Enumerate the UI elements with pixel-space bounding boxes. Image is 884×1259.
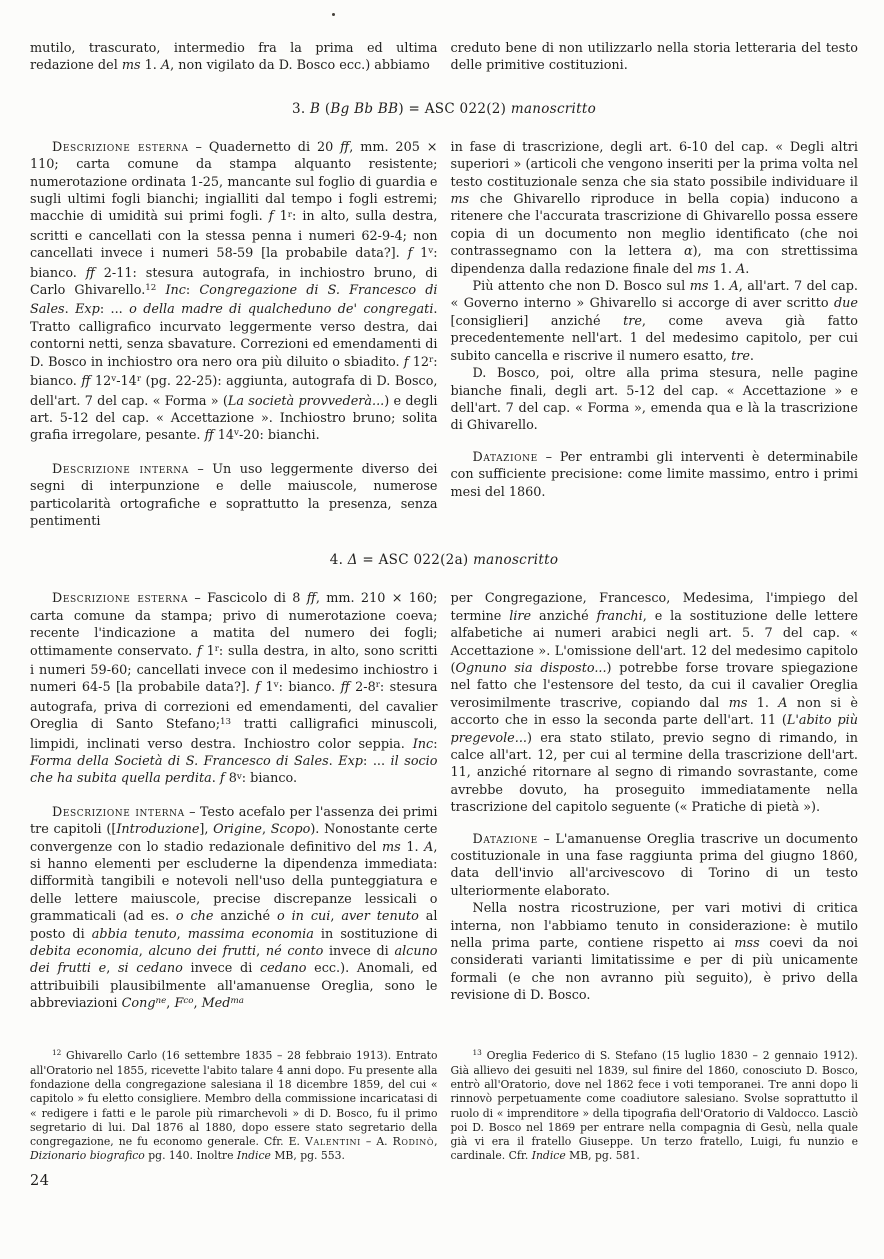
section-4-datazione: Datazione – L'amanuense Oreglia trascrive un documento costituzionale in una fase raggiunta prima del giugno 1860, data dell'invio all'arcivescovo di Torino di un testo ulteriormente elaborato. — [450, 831, 858, 899]
section-4-left-column — [30, 590, 438, 1014]
section-4-body — [30, 590, 858, 1014]
intro-continuation — [30, 40, 858, 75]
section-3-right-paragraph-1: in fase di trascrizione, degli art. 6-10 del cap. « Degli altri superiori » (articoli che vengono inseriti per la prima volta nel testo costituzionale senza che sia stato possibile individuare il ms che Ghivarello riproduce in bella copia) inducono a ritenere che l'accurata trascrizione di Ghivarello possa essere copia di un documento non meglio identificato (che noi contrassegnamo con la lettera α), ma con strettissima dipendenza dalla redazione finale del ms 1. A. — [450, 139, 858, 277]
footnote-13: $^{13}$ Oreglia Federico di S. Stefano (15 luglio 1830 – 2 gennaio 1912). Già allievo dei gesuiti nel 1839, sul finire del 1860, conosciuto D. Bosco, entrò all'Oratorio, dove nel 1862 fece i voti temporanei. Tre anni dopo li rinnovò perpetuamente come coadiutore salesiano. Svolse soprattutto il ruolo di « imprenditore » della tipografia dell'Oratorio di Valdocco. Lasciò poi D. Bosco nel 1869 per entrare nella compagnia di Gesù, nella quale già vi era il fratello Giuseppe. Un terzo fratello, Luigi, fu nunzio e cardinale. Cfr. Indice MB, pg. 581. — [450, 1048, 858, 1163]
section-3-right-column — [451, 139, 859, 531]
section-4-descrizione-interna: Descrizione interna – Testo acefalo per l'assenza dei primi tre capitoli ([Introduzione], Origine, Scopo). Nonostante certe convergenze con lo stadio redazionale definitivo del ms 1. A, si hanno elementi per escluderne la dipendenza immediata: difformità tangibili e notevoli nell'uso della punteggiatura e delle lettere maiuscole, precise discrepanze lessicali o grammaticali (ad es. o che anziché o in cui, aver tenuto al posto di abbia tenuto, massima economia in sostituzione di debita economia, alcuno dei frutti, né conto invece di alcuno dei frutti e, si cedano invece di cedano ecc.). Anomali, ed attribuibili plausibilmente all'amanuense Oreglia, sono le abbreviazioni Cong$^{ne}$, $F^{co}$, Med$^{ma}$ — [30, 804, 438, 1012]
section-4-right-paragraph-3: Nella nostra ricostruzione, per vari motivi di critica interna, non l'abbiamo tenuto in considerazione: è mutilo nella prima parte, contiene rispetto ai mss coevi da noi considerati varianti limitatissime e per di più unicamente formali (e che non avranno più seguito), è privo della revisione di D. Bosco. — [450, 901, 858, 1004]
section-4-heading: 4. Δ = ASC 022(2a) manoscritto — [329, 552, 559, 569]
section-3-right-paragraph-3: D. Bosco, poi, oltre alla prima stesura, nelle pagine bianche finali, degli art. 5-12 del cap. « Accettazione » e dell'art. 7 del cap. « Forma », emenda qua e là la trascrizione di Ghivarello. — [450, 366, 858, 434]
section-3-right-paragraph-2: Più attento che non D. Bosco sul ms 1. A, all'art. 7 del cap. « Governo interno » Ghivarello si accorge di aver scritto due [consiglieri] anziché tre, come aveva già fatto precedentemente nell'art. 1 del medesimo capitolo, per cui subito cancella e riscrive il numero esatto, tre. — [450, 279, 858, 364]
section-4-descrizione-esterna: Descrizione esterna – Fascicolo di 8 ff, mm. 210 × 160; carta comune da stampa; privo di numerotazione coeva; recente l'indicazione a matita del numero dei fogli; ottimamente conservato. f 1$^r$: sulla destra, in alto, sono scritti i numeri 59-60; cancellati invece con il medesimo inchiostro i numeri 64-5 [la probabile data?]. f 1$^v$: bianco. ff 2-8$^r$: stesura autografa, priva di correzioni ed emendamenti, del cavalier Oreglia di Santo Stefano;$^{13}$ tratti calligrafici minuscoli, limpidi, inclinati verso destra. Inchiostro color seppia. Inc: Forma della Società di S. Francesco di Sales. Exp: ... il socio che ha subita quella perdita. f 8$^v$: bianco. — [30, 591, 438, 787]
section-3-descrizione-esterna: Descrizione esterna – Quadernetto di 20 ff, mm. 205 × 110; carta comune da stampa alquanto resistente; numerotazione ordinata 1-25, mancante sul foglio di guardia e sugli ultimi fogli bianchi; ingialliti dal tempo i fogli estremi; macchie di umidità sui primi fogli. f 1$^r$: in alto, sulla destra, scritti e cancellati con la stessa penna i numeri 62-9-4; non cancellati invece i numeri 58-59 [la probabile data?]. f 1$^v$: bianco. ff 2-11: stesura autografa, in inchiostro bruno, di Carlo Ghivarello.$^{12}$ Inc: Congregazione di S. Francesco di Sales. Exp: ... o della madre di qualcheduno de' congregati. Tratto calligrafico incurvato leggermente verso destra, dai contorni netti, senza sbavature. Correzioni ed emendamenti di D. Bosco in inchiostro ora nero ora più diluito o sbiadito. f 12$^r$: bianco. ff 12$^v$-14$^r$ (pg. 22-25): aggiunta, autografa di D. Bosco, dell'art. 7 del cap. « Forma » (La società provvederà...) e degli art. 5-12 del cap. « Accettazione ». Inchiostro bruno; solita grafia irregolare, pesante. ff 14$^v$-20: bianchi. — [30, 139, 438, 444]
section-3-left-column — [30, 139, 438, 531]
section-4-right-paragraph-1: per Congregazione, Francesco, Medesima, l'impiego del termine lire anziché franchi, e la sostituzione delle lettere alfabetiche ai numeri arabici negli art. 5. 7 del cap. « Accettazione ». L'omissione dell'art. 12 del medesimo capitolo (Ognuno sia disposto...) potrebbe forse trovare spiegazione nel fatto che l'estensore del testo, da cui il cavalier Oreglia verosimilmente trascrive, copiando dal ms 1. A non si è accorto che in esso la seconda parte dell'art. 11 (L'abito più pregevole...) era stato stilato, previo segno di rimando, in calce all'art. 12, per cui al termine della trascrizione dell'art. 11, anziché ritornare al segno di rimando sovrastante, come avrebbe dovuto, ha proseguito immediatamente nella trascrizione del capitolo seguente (« Pratiche di pietà »). — [450, 591, 858, 816]
footnotes — [30, 1049, 858, 1164]
intro-right-paragraph: creduto bene di non utilizzarlo nella storia letteraria del testo delle primitive costituzioni. — [450, 41, 858, 74]
page-number: 24 — [30, 1173, 50, 1190]
intro-left-paragraph: mutilo, trascurato, intermedio fra la prima ed ultima redazione del ms 1. A, non vigilato da D. Bosco ecc.) abbiamo — [30, 41, 438, 74]
section-3-body — [30, 139, 858, 531]
section-3-datazione: Datazione – Per entrambi gli interventi è determinabile con sufficiente precisione: come limite massimo, entro i primi mesi del 1860. — [450, 449, 858, 500]
section-3-heading: 3. B (Bg Bb BB) = ASC 022(2) manoscritto — [291, 100, 597, 117]
section-3-descrizione-interna: Descrizione interna – Un uso leggermente diverso dei segni di interpunzione e delle maiuscole, numerose particolarità ortografiche e soprattutto la presenza, senza pentimenti — [30, 461, 438, 529]
section-4-right-column — [451, 590, 859, 1014]
footnote-12: $^{12}$ Ghivarello Carlo (16 settembre 1835 – 28 febbraio 1913). Entrato all'Oratorio nel 1855, ricevette l'abito talare 4 anni dopo. Fu presente alla fondazione della congregazione salesiana il 18 dicembre 1859, del cui « capitolo » fu eletto consigliere. Membro della commissione incaricatasi di « redigere i fatti e le parole più rimarchevoli » di D. Bosco, fu il primo segretario di lui. Dal 1876 al 1880, dopo essere stato segretario della congregazione, ne fu economo generale. Cfr. E. Valentini – A. Rodinò, Dizionario biografico pg. 140. Inoltre Indice MB, pg. 553. — [30, 1048, 438, 1163]
printer-mark-dot — [332, 13, 335, 16]
